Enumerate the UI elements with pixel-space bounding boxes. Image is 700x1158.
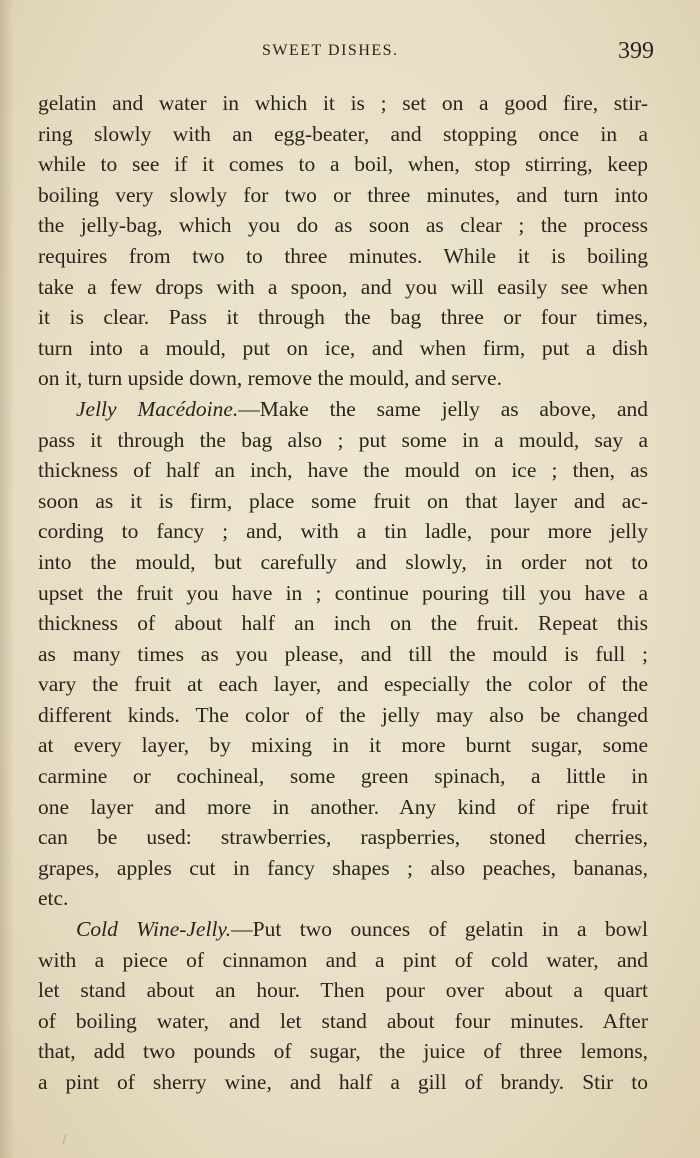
text-line: gelatin and water in which it is ; set on a good fire, stir- bbox=[38, 91, 648, 115]
text-line: etc. bbox=[38, 886, 69, 911]
text-line: a pint of sherry wine, and half a gill of brandy. Stir to bbox=[38, 1070, 648, 1094]
text-line: on it, turn upside down, remove the mould, and serve. bbox=[38, 366, 502, 391]
text-line: different kinds. The color of the jelly may also be changed bbox=[38, 702, 648, 727]
text-span: —Put two ounces of gelatin in a bowl bbox=[231, 917, 648, 942]
text-line: vary the fruit at each layer, and especially the color of the bbox=[38, 672, 648, 697]
text-line: the jelly-bag, which you do as soon as clear ; the process bbox=[38, 213, 648, 238]
page-header bbox=[0, 38, 700, 68]
page-edge-shadow bbox=[0, 0, 14, 1158]
text-line: ring slowly with an egg-beater, and stopping once in a bbox=[38, 121, 648, 146]
text-line: as many times as you please, and till the mould is full ; bbox=[38, 641, 648, 666]
text-line: with a piece of cinnamon and a pint of cold water, and bbox=[38, 947, 648, 972]
text-span: —Make the same jelly as above, and bbox=[238, 396, 648, 421]
text-line: boiling very slowly for two or three minutes, and turn into bbox=[38, 182, 648, 207]
text-line: soon as it is firm, place some fruit on that layer and ac- bbox=[38, 488, 648, 513]
running-head: SWEET DISHES. bbox=[262, 42, 399, 59]
text-line: pass it through the bag also ; put some in a mould, say a bbox=[38, 427, 648, 452]
text-line: carmine or cochineal, some green spinach, a little in bbox=[38, 764, 648, 789]
text-line: cording to fancy ; and, with a tin ladle, pour more jelly bbox=[38, 519, 648, 544]
page-number: 399 bbox=[618, 38, 654, 64]
text-line: at every layer, by mixing in it more burnt sugar, some bbox=[38, 733, 648, 758]
text-line: grapes, apples cut in fancy shapes ; also peaches, bananas, bbox=[38, 855, 648, 880]
paper-mark bbox=[63, 1134, 73, 1144]
recipe-title-jelly-macedoine: Jelly Macédoine. bbox=[76, 396, 239, 421]
text-line: can be used: strawberries, raspberries, stoned cherries, bbox=[38, 825, 648, 850]
text-line: turn into a mould, put on ice, and when firm, put a dish bbox=[38, 335, 648, 360]
text-line: upset the fruit you have in ; continue pouring till you have a bbox=[38, 580, 648, 605]
recipe-title-cold-wine-jelly: Cold Wine-Jelly. bbox=[76, 917, 232, 942]
body-text bbox=[38, 88, 648, 1098]
text-line: while to see if it comes to a boil, when, stop stirring, keep bbox=[38, 152, 648, 177]
text-line: it is clear. Pass it through the bag three or four times, bbox=[38, 305, 648, 330]
text-line: one layer and more in another. Any kind of ripe fruit bbox=[38, 794, 648, 819]
text-line: of boiling water, and let stand about four minutes. After bbox=[38, 1008, 648, 1033]
text-line: that, add two pounds of sugar, the juice of three lemons, bbox=[38, 1039, 648, 1064]
text-line: let stand about an hour. Then pour over about a quart bbox=[38, 978, 648, 1003]
paragraph-first-line bbox=[38, 914, 648, 945]
text-line: requires from two to three minutes. While it is boiling bbox=[38, 243, 648, 268]
text-line: take a few drops with a spoon, and you will easily see when bbox=[38, 274, 648, 299]
paragraph-first-line bbox=[38, 394, 648, 425]
text-line: thickness of half an inch, have the mould on ice ; then, as bbox=[38, 458, 648, 483]
text-line: thickness of about half an inch on the fruit. Repeat this bbox=[38, 611, 648, 636]
text-line: into the mould, but carefully and slowly, in order not to bbox=[38, 549, 648, 574]
